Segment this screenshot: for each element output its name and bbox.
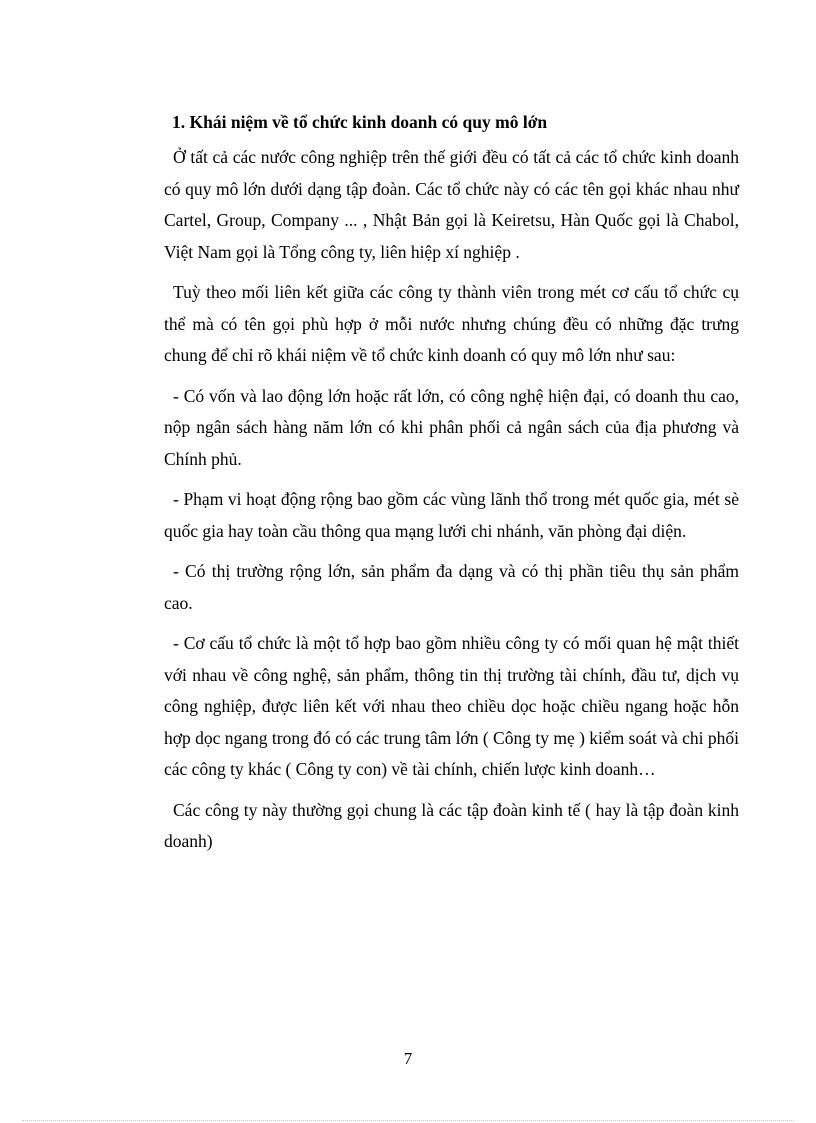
page-bottom-divider [22, 1120, 794, 1121]
paragraph-characteristics: Tuỳ theo mối liên kết giữa các công ty thành viên trong mét cơ cấu tổ chức cụ thể mà có tên gọi phù hợp ở mỗi nước nhưng chúng đều có những đặc trưng chung để chỉ rõ khái niệm về tổ chức kinh doanh có quy mô lớn như sau: [164, 282, 739, 365]
bullet-market-share: - Có thị trường rộng lớn, sản phẩm đa dạng và có thị phần tiêu thụ sản phẩm cao. [164, 561, 739, 613]
document-body [164, 108, 739, 867]
section-heading: 1. Khái niệm về tổ chức kinh doanh có quy mô lớn [172, 112, 548, 132]
page-number: 7 [403, 1049, 413, 1068]
bullet-operating-scope: - Phạm vi hoạt động rộng bao gồm các vùng lãnh thổ trong mét quốc gia, mét sè quốc gia hay toàn cầu thông qua mạng lưới chi nhánh, văn phòng đại diện. [164, 489, 739, 541]
bullet-organizational-structure: - Cơ cấu tổ chức là một tổ hợp bao gồm nhiều công ty có mối quan hệ mật thiết với nhau về công nghệ, sản phẩm, thông tin thị trường tài chính, đầu tư, dịch vụ công nghiệp, được liên kết với nhau theo chiều dọc hoặc chiều ngang hoặc hỗn hợp dọc ngang trong đó có các trung tâm lớn ( Công ty mẹ ) kiểm soát và chi phối các công ty khác ( Công ty con) về tài chính, chiến lược kinh doanh… [164, 633, 739, 779]
paragraph-intro: Ở tất cả các nước công nghiệp trên thế giới đều có tất cả các tổ chức kinh doanh có quy mô lớn dưới dạng tập đoàn. Các tổ chức này có các tên gọi khác nhau như Cartel, Group, Company ... , Nhật Bản gọi là Keiretsu, Hàn Quốc gọi là Chabol, Việt Nam gọi là Tổng công ty, liên hiệp xí nghiệp . [164, 147, 739, 262]
paragraph-conclusion: Các công ty này thường gọi chung là các tập đoàn kinh tế ( hay là tập đoàn kinh doanh) [164, 799, 739, 851]
bullet-capital-labor: - Có vốn và lao động lớn hoặc rất lớn, có công nghệ hiện đại, có doanh thu cao, nộp ngân sách hàng năm lớn có khi phân phối cả ngân sách của địa phương và Chính phủ. [164, 385, 739, 469]
